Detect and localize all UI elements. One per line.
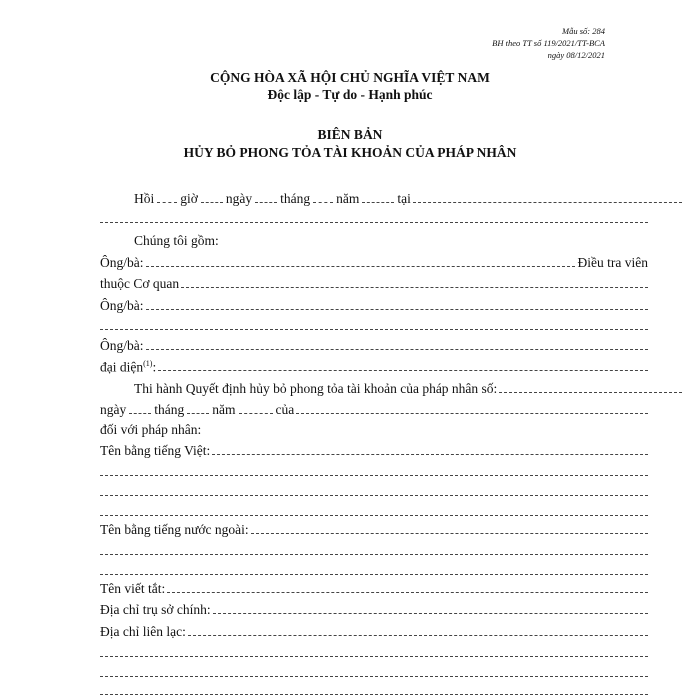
label-gio: giờ xyxy=(180,191,198,206)
form-code-circular: BH theo TT số 119/2021/TT-BCA xyxy=(492,38,605,48)
form-code-date: ngày 08/12/2021 xyxy=(547,50,605,60)
blank-represent[interactable] xyxy=(158,369,648,371)
document-subtitle: HỦY BỎ PHONG TỎA TÀI KHOẢN CỦA PHÁP NHÂN xyxy=(183,145,517,160)
blank-head-office[interactable] xyxy=(213,612,648,614)
investigator-line xyxy=(100,250,648,270)
label-colon: : xyxy=(152,359,157,374)
blank-line[interactable] xyxy=(100,479,648,499)
label-ong-ba: Ông/bà: xyxy=(100,298,144,313)
footnote-marker: (1) xyxy=(143,358,153,368)
label-dia-chi-lien-lac: Địa chỉ liên lạc: xyxy=(100,624,186,639)
label-ten-nuoc-ngoai: Tên bằng tiếng nước ngoài: xyxy=(100,522,249,537)
label-ten-viet-tat: Tên viết tắt: xyxy=(100,581,166,596)
form-code xyxy=(470,25,605,61)
blank-place[interactable] xyxy=(413,201,682,203)
label-chung-toi-gom: Chúng tôi gồm: xyxy=(134,233,219,248)
blank-year[interactable] xyxy=(362,201,394,203)
blank-agency[interactable] xyxy=(181,286,648,288)
blank-line[interactable] xyxy=(100,206,648,226)
foreign-name-line xyxy=(100,517,648,537)
label-doi-voi-phap-nhan: đối với pháp nhân: xyxy=(100,422,202,437)
contact-address-line xyxy=(100,619,648,639)
label-ngay: ngày xyxy=(100,402,127,417)
person3-line xyxy=(100,333,648,353)
label-ngay: ngày xyxy=(225,191,253,206)
label-nam: năm xyxy=(212,402,236,417)
blank-decision-number[interactable] xyxy=(499,391,682,393)
label-dai-dien: đại diện xyxy=(100,359,144,374)
label-thuoc-co-quan: thuộc Cơ quan xyxy=(100,276,180,291)
label-ten-tieng-viet: Tên bằng tiếng Việt: xyxy=(100,443,211,458)
label-cua: của xyxy=(275,402,295,417)
blank-line[interactable] xyxy=(100,640,648,660)
label-thang: tháng xyxy=(280,191,311,206)
representative-line xyxy=(100,354,648,374)
blank-investigator-name[interactable] xyxy=(146,265,575,267)
document-title: BIÊN BẢN xyxy=(317,127,383,142)
label-hoi: Hồi xyxy=(134,191,155,206)
vietnamese-name-line xyxy=(100,438,648,458)
blank-month[interactable] xyxy=(187,412,209,414)
members-intro xyxy=(100,228,682,248)
label-thang: tháng xyxy=(154,402,185,417)
blank-person2-name[interactable] xyxy=(146,308,649,310)
label-dieu-tra-vien: Điều tra viên xyxy=(577,255,648,270)
time-place-line xyxy=(100,186,682,206)
blank-abbreviation[interactable] xyxy=(167,591,648,593)
blank-year[interactable] xyxy=(239,412,273,414)
blank-foreign-name[interactable] xyxy=(251,532,648,534)
label-nam: năm xyxy=(336,191,360,206)
label-thi-hanh: Thi hành Quyết định hủy bỏ phong tỏa tài khoản của pháp nhân số: xyxy=(134,381,498,396)
label-ong-ba: Ông/bà: xyxy=(100,255,144,270)
blank-line[interactable] xyxy=(100,313,648,333)
blank-line[interactable] xyxy=(100,499,648,519)
head-office-line xyxy=(100,597,648,617)
blank-line[interactable] xyxy=(100,558,648,578)
agency-line xyxy=(100,271,648,291)
label-tai: tại xyxy=(397,191,411,206)
blank-line[interactable] xyxy=(100,660,648,680)
blank-line[interactable] xyxy=(100,538,648,558)
blank-day[interactable] xyxy=(255,201,277,203)
blank-minute[interactable] xyxy=(201,201,223,203)
blank-hour[interactable] xyxy=(157,201,177,203)
national-motto: Độc lập - Tự do - Hạnh phúc xyxy=(267,87,433,102)
person2-line xyxy=(100,293,648,313)
decision-date-line xyxy=(100,397,648,417)
decision-line xyxy=(100,376,682,396)
form-code-number: Mẫu số: 284 xyxy=(562,26,605,36)
blank-issuer[interactable] xyxy=(296,412,648,414)
blank-month[interactable] xyxy=(313,201,333,203)
blank-contact-address[interactable] xyxy=(188,634,648,636)
blank-day[interactable] xyxy=(129,412,151,414)
country-name: CỘNG HÒA XÃ HỘI CHỦ NGHĨA VIỆT NAM xyxy=(210,70,490,85)
blank-line[interactable] xyxy=(100,678,648,698)
blank-line[interactable] xyxy=(100,459,648,479)
entity-intro xyxy=(100,417,648,437)
label-ong-ba: Ông/bà: xyxy=(100,338,144,353)
blank-person3-name[interactable] xyxy=(146,348,649,350)
label-dia-chi-tru-so: Địa chỉ trụ sở chính: xyxy=(100,602,211,617)
abbreviation-line xyxy=(100,576,648,596)
blank-vietnamese-name[interactable] xyxy=(212,453,648,455)
